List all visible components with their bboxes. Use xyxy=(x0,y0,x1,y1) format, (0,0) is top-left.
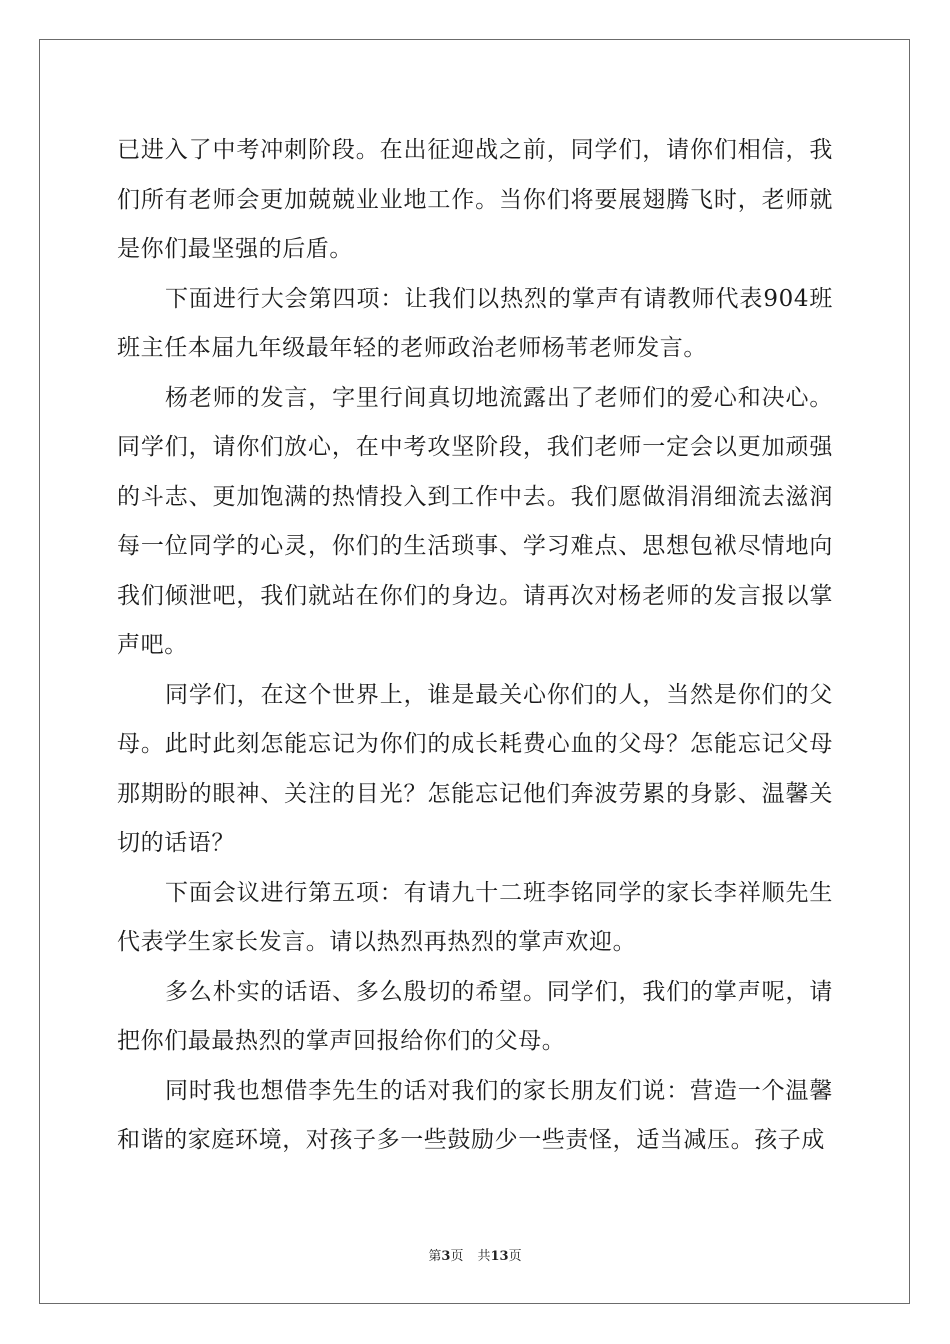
page-suffix: 页 xyxy=(450,1249,464,1264)
total-pages: 13 xyxy=(490,1249,509,1264)
page-footer xyxy=(0,1248,950,1266)
paragraph-item-five: 下面会议进行第五项：有请九十二班李铭同学的家长李祥顺先生代表学生家长发言。请以热烈再热烈的掌声欢迎。 xyxy=(117,879,833,955)
page-number: 3 xyxy=(441,1249,451,1264)
paragraph-parents: 同学们，在这个世界上，谁是最关心你们的人，当然是你们的父母。此时此刻怎能忘记为你们的成长耗费心血的父母？怎能忘记父母那期盼的眼神、关注的目光？怎能忘记他们奔波劳累的身影、温馨关切的话语？ xyxy=(117,681,833,856)
paragraph-continuation: 已进入了中考冲刺阶段。在出征迎战之前，同学们，请你们相信，我们所有老师会更加兢兢业业地工作。当你们将要展翅腾飞时，老师就是你们最坚强的后盾。 xyxy=(117,137,833,262)
paragraph-teacher-speech-response: 杨老师的发言，字里行间真切地流露出了老师们的爱心和决心。同学们，请你们放心，在中考攻坚阶段，我们老师一定会以更加顽强的斗志、更加饱满的热情投入到工作中去。我们愿做涓涓细流去滋润每一位同学的心灵，你们的生活琐事、学习难点、思想包袱尽情地向我们倾泄吧，我们就站在你们的身边。请再次对杨老师的发言报以掌声吧。 xyxy=(117,384,833,658)
paragraph-message-to-parents: 同时我也想借李先生的话对我们的家长朋友们说：营造一个温馨和谐的家庭环境，对孩子多一些鼓励少一些责怪，适当减压。孩子成 xyxy=(117,1077,833,1153)
total-prefix: 共 xyxy=(477,1249,491,1264)
paragraph-item-four: 下面进行大会第四项：让我们以热烈的掌声有请教师代表904班班主任本届九年级最年轻的老师政治老师杨苇老师发言。 xyxy=(117,285,833,361)
page-prefix: 第 xyxy=(428,1249,442,1264)
total-suffix: 页 xyxy=(508,1249,522,1264)
paragraph-applause: 多么朴实的话语、多么殷切的希望。同学们，我们的掌声呢，请把你们最最热烈的掌声回报给你们的父母。 xyxy=(117,978,833,1054)
document-body xyxy=(117,126,833,1166)
